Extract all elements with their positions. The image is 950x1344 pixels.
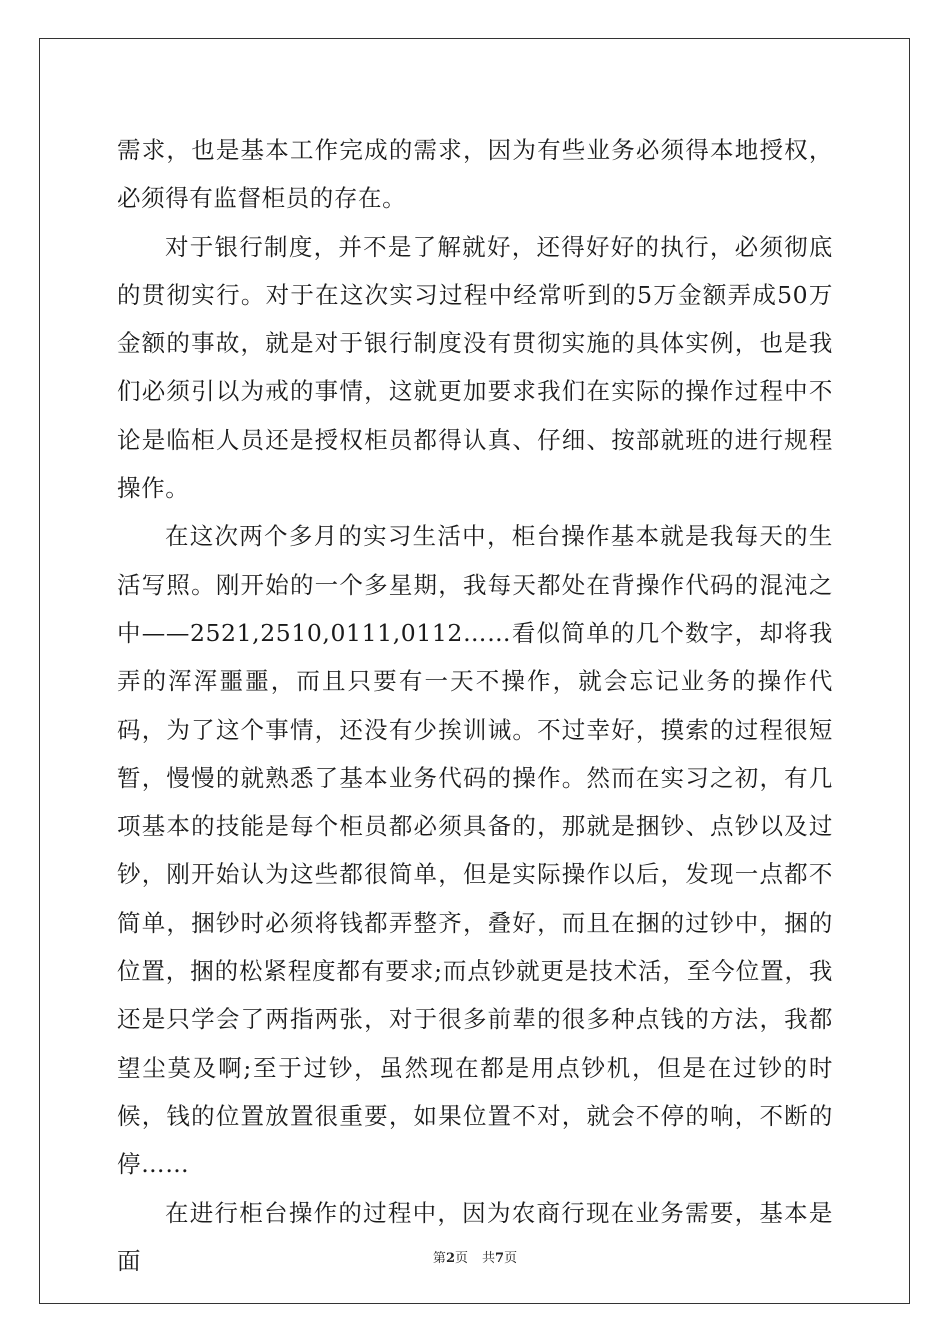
paragraph-3: 在这次两个多月的实习生活中，柜台操作基本就是我每天的生活写照。刚开始的一个多星期，我每天都处在背操作代码的混沌之中——2521,2510,0111,0112……看似简单的几个数字，却将我弄的浑浑噩噩，而且只要有一天不操作，就会忘记业务的操作代码，为了这个事情，还没有少挨训诫。不过幸好，摸索的过程很短暂，慢慢的就熟悉了基本业务代码的操作。然而在实习之初，有几项基本的技能是每个柜员都必须具备的，那就是捆钞、点钞以及过钞，刚开始认为这些都很简单，但是实际操作以后，发现一点都不简单，捆钞时必须将钱都弄整齐，叠好，而且在捆的过钞中，捆的位置，捆的松紧程度都有要求;而点钞就更是技术活，至今位置，我还是只学会了两指两张，对于很多前辈的很多种点钱的方法，我都望尘莫及啊;至于过钞，虽然现在都是用点钞机，但是在过钞的时候，钱的位置放置很重要，如果位置不对，就会不停的响，不断的停…… (117, 522, 833, 1179)
total-pages-number: 7 (495, 1251, 505, 1266)
page-prefix: 第 (432, 1251, 446, 1266)
current-page-number: 2 (445, 1251, 455, 1266)
paragraph-4: 在进行柜台操作的过程中，因为农商行现在业务需要，基本是面 (117, 1198, 833, 1275)
document-body (117, 126, 833, 1285)
total-prefix: 共 (482, 1251, 496, 1266)
total-suffix: 页 (504, 1251, 518, 1266)
paragraph-1: 需求，也是基本工作完成的需求，因为有些业务必须得本地授权，必须得有监督柜员的存在。 (117, 136, 833, 213)
page-suffix: 页 (454, 1251, 468, 1266)
paragraph-2: 对于银行制度，并不是了解就好，还得好好的执行，必须彻底的贯彻实行。对于在这次实习过程中经常听到的5万金额弄成50万金额的事故，就是对于银行制度没有贯彻实施的具体实例，也是我们必须引以为戒的事情，这就更加要求我们在实际的操作过程中不论是临柜人员还是授权柜员都得认真、仔细、按部就班的进行规程操作。 (117, 232, 833, 503)
page-footer (0, 1247, 950, 1266)
